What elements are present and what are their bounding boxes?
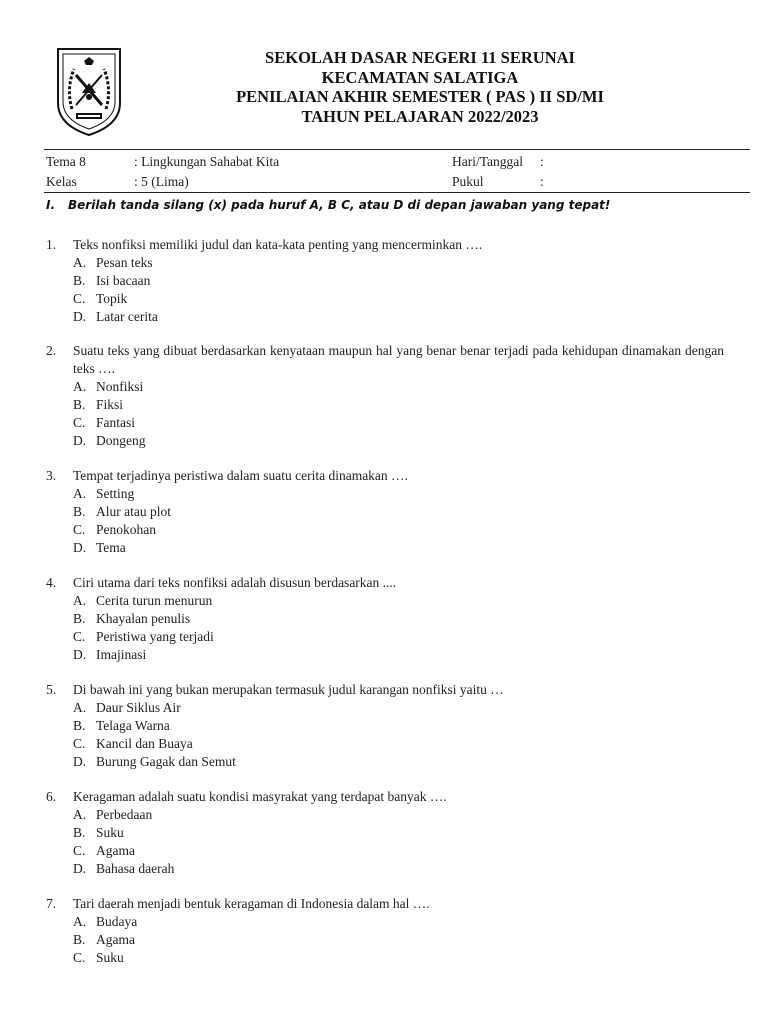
exam-title: PENILAIAN AKHIR SEMESTER ( PAS ) II SD/MI (236, 87, 604, 106)
option-text: Kancil dan Buaya (96, 736, 193, 751)
option-letter: B. (73, 718, 86, 733)
option-text: Bahasa daerah (96, 861, 175, 876)
option-c[interactable] (73, 290, 724, 308)
option-text: Fiksi (96, 397, 124, 412)
tema-value: : Lingkungan Sahabat Kita (134, 154, 280, 169)
kelas-label: Kelas (46, 174, 77, 189)
option-b[interactable] (73, 610, 724, 628)
question-text: Suatu teks yang dibuat berdasarkan kenyataan maupun hal yang benar benar terjadi pada kehidupan dinamakan dengan teks …. (73, 343, 724, 376)
option-text: Budaya (96, 914, 138, 929)
question-number: 5. (46, 682, 57, 697)
question-number: 1. (46, 237, 57, 252)
option-b[interactable] (73, 503, 724, 521)
option-text: Perbedaan (96, 807, 153, 822)
option-letter: D. (73, 433, 87, 448)
option-letter: D. (73, 754, 87, 769)
option-b[interactable] (73, 931, 724, 949)
question-6 (46, 788, 724, 878)
question-text: Keragaman adalah suatu kondisi masyrakat yang terdapat banyak …. (73, 789, 447, 804)
option-text: Suku (96, 950, 124, 965)
option-a[interactable] (73, 913, 724, 931)
info-row-tema (46, 153, 746, 171)
option-text: Cerita turun menurun (96, 593, 213, 608)
question-text: Teks nonfiksi memiliki judul dan kata-kata penting yang mencerminkan …. (73, 237, 483, 252)
question-2 (46, 342, 724, 450)
option-text: Burung Gagak dan Semut (96, 754, 236, 769)
option-a[interactable] (73, 485, 724, 503)
option-letter: C. (73, 736, 86, 751)
question-text: Di bawah ini yang bukan merupakan termasuk judul karangan nonfiksi yaitu … (73, 682, 504, 697)
header-divider-top (44, 149, 750, 150)
question-text: Ciri utama dari teks nonfiksi adalah disusun berdasarkan .... (73, 575, 397, 590)
question-number: 4. (46, 575, 57, 590)
option-c[interactable] (73, 414, 724, 432)
instruction-text: Berilah tanda silang (x) pada huruf A, B C, atau D di depan jawaban yang tepat! (68, 198, 611, 212)
option-text: Agama (96, 932, 135, 947)
option-letter: D. (73, 540, 87, 555)
option-text: Nonfiksi (96, 379, 144, 394)
option-text: Suku (96, 825, 124, 840)
pukul-value: : (540, 174, 544, 189)
option-letter: B. (73, 932, 86, 947)
option-letter: B. (73, 825, 86, 840)
document-header (150, 48, 690, 126)
option-text: Latar cerita (96, 309, 158, 324)
tema-label: Tema 8 (46, 154, 86, 169)
question-number: 7. (46, 896, 57, 911)
option-b[interactable] (73, 272, 724, 290)
option-d[interactable] (73, 432, 724, 450)
option-letter: C. (73, 522, 86, 537)
question-number: 3. (46, 468, 57, 483)
option-text: Penokohan (96, 522, 156, 537)
option-letter: B. (73, 273, 86, 288)
option-c[interactable] (73, 735, 724, 753)
option-letter: B. (73, 397, 86, 412)
option-letter: C. (73, 950, 86, 965)
option-b[interactable] (73, 824, 724, 842)
option-letter: B. (73, 504, 86, 519)
question-1 (46, 236, 724, 326)
option-d[interactable] (73, 539, 724, 557)
question-text: Tari daerah menjadi bentuk keragaman di Indonesia dalam hal …. (73, 896, 430, 911)
academic-year: TAHUN PELAJARAN 2022/2023 (301, 106, 539, 126)
option-d[interactable] (73, 753, 724, 771)
option-letter: B. (73, 611, 86, 626)
option-d[interactable] (73, 646, 724, 664)
option-c[interactable] (73, 842, 724, 860)
option-letter: D. (73, 647, 87, 662)
option-d[interactable] (73, 860, 724, 878)
school-emblem-logo (54, 45, 124, 137)
option-letter: A. (73, 914, 87, 929)
option-letter: D. (73, 861, 87, 876)
option-letter: D. (73, 309, 87, 324)
option-a[interactable] (73, 592, 724, 610)
option-text: Fantasi (96, 415, 135, 430)
question-5 (46, 681, 724, 771)
pukul-label: Pukul (452, 174, 484, 189)
option-text: Pesan teks (96, 255, 153, 270)
option-c[interactable] (73, 521, 724, 539)
option-text: Alur atau plot (96, 504, 171, 519)
option-letter: A. (73, 807, 87, 822)
question-number: 6. (46, 789, 57, 804)
hari-value: : (540, 154, 544, 169)
option-text: Dongeng (96, 433, 146, 448)
option-text: Tema (96, 540, 126, 555)
option-text: Peristiwa yang terjadi (96, 629, 214, 644)
school-name: SEKOLAH DASAR NEGERI 11 SERUNAI (265, 48, 575, 67)
option-letter: C. (73, 415, 86, 430)
option-text: Imajinasi (96, 647, 147, 662)
option-text: Telaga Warna (96, 718, 170, 733)
option-text: Isi bacaan (96, 273, 151, 288)
header-divider-bottom (44, 192, 750, 193)
question-4 (46, 574, 724, 664)
option-d[interactable] (73, 308, 724, 326)
option-a[interactable] (73, 378, 724, 396)
question-number: 2. (46, 343, 57, 358)
option-text: Topik (96, 291, 128, 306)
option-letter: C. (73, 843, 86, 858)
question-7 (46, 895, 724, 967)
info-row-kelas (46, 173, 746, 191)
option-a[interactable] (73, 806, 724, 824)
question-3 (46, 467, 724, 557)
option-letter: C. (73, 291, 86, 306)
option-c[interactable] (73, 628, 724, 646)
option-letter: A. (73, 255, 87, 270)
option-text: Setting (96, 486, 135, 501)
option-a[interactable] (73, 254, 724, 272)
kelas-value: : 5 (Lima) (134, 174, 189, 189)
option-b[interactable] (73, 396, 724, 414)
option-c[interactable] (73, 949, 724, 967)
section-number: I. (46, 198, 56, 212)
option-letter: A. (73, 486, 87, 501)
option-text: Khayalan penulis (96, 611, 191, 626)
option-text: Agama (96, 843, 135, 858)
option-letter: A. (73, 593, 87, 608)
option-b[interactable] (73, 717, 724, 735)
hari-label: Hari/Tanggal (452, 154, 524, 169)
option-text: Daur Siklus Air (96, 700, 181, 715)
option-letter: A. (73, 379, 87, 394)
option-letter: C. (73, 629, 86, 644)
option-a[interactable] (73, 699, 724, 717)
option-letter: A. (73, 700, 87, 715)
district-name: KECAMATAN SALATIGA (321, 67, 519, 87)
question-text: Tempat terjadinya peristiwa dalam suatu cerita dinamakan …. (73, 468, 408, 483)
